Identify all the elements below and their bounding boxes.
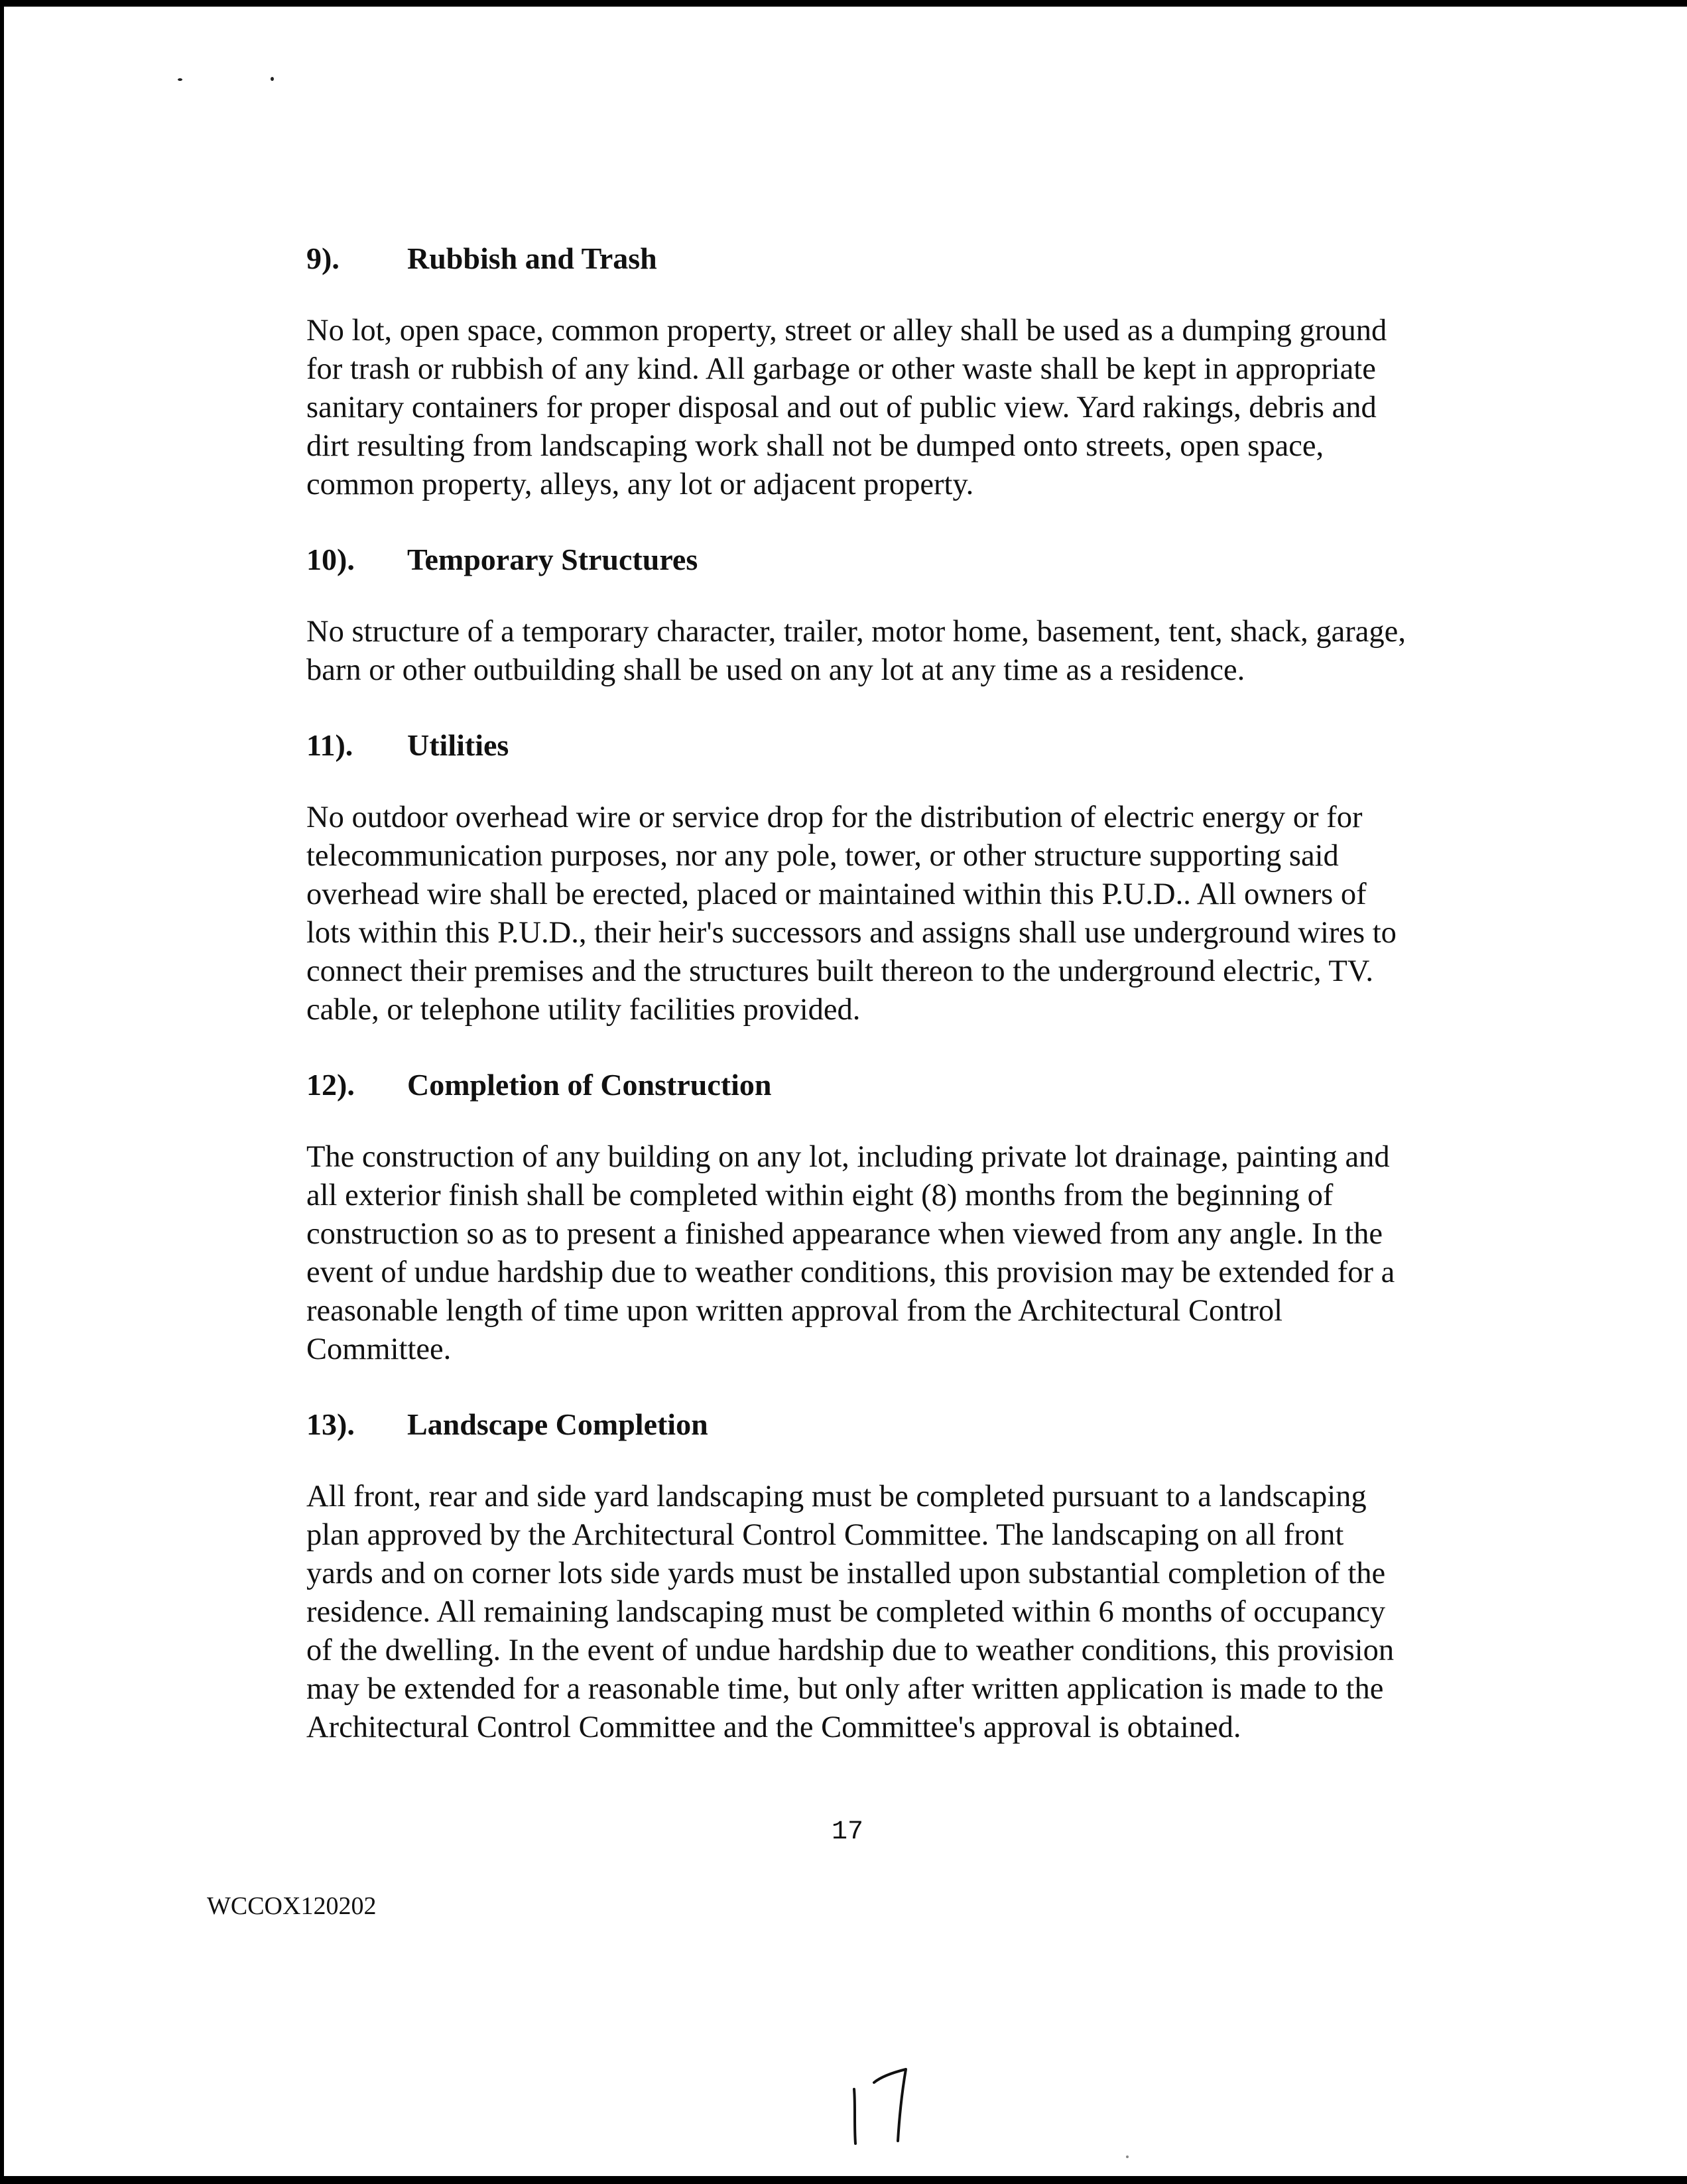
section-landscape-completion <box>306 1405 1513 1747</box>
paragraph-line: construction so as to present a finished appearance when viewed from any angle. In the <box>306 1217 1383 1251</box>
section-rubbish-and-trash <box>306 239 1513 504</box>
paragraph-line: reasonable length of time upon written approval from the Architectural Control <box>306 1294 1283 1328</box>
paragraph-line: cable, or telephone utility facilities provided. <box>306 993 861 1027</box>
paragraph-line: No lot, open space, common property, street or alley shall be used as a dumping ground <box>306 314 1387 348</box>
paragraph-line: for trash or rubbish of any kind. All garbage or other waste shall be kept in appropriate <box>306 352 1376 386</box>
section-title: Utilities <box>407 728 509 762</box>
paragraph-line: No outdoor overhead wire or service drop for the distribution of electric energy or for <box>306 801 1363 834</box>
paragraph-line: plan approved by the Architectural Control Committee. The landscaping on all front <box>306 1518 1344 1552</box>
paragraph-line: of the dwelling. In the event of undue hardship due to weather conditions, this provision <box>306 1634 1395 1667</box>
section-heading <box>306 239 1513 279</box>
scan-speck <box>178 78 182 81</box>
section-temporary-structures <box>306 540 1513 690</box>
section-number: 11). <box>306 728 353 762</box>
document-body <box>306 239 1513 1783</box>
paragraph-line: telecommunication purposes, nor any pole, tower, or other structure supporting said <box>306 839 1339 873</box>
paragraph-line: residence. All remaining landscaping must be completed within 6 months of occupancy <box>306 1595 1386 1629</box>
paragraph-line: The construction of any building on any lot, including private lot drainage, painting and <box>306 1140 1390 1174</box>
section-title: Temporary Structures <box>407 543 698 576</box>
paragraph-line: yards and on corner lots side yards must be installed upon substantial completion of the <box>306 1557 1386 1590</box>
scan-speck <box>1126 2155 1129 2158</box>
paragraph-line: event of undue hardship due to weather conditions, this provision may be extended for a <box>306 1255 1395 1289</box>
section-paragraph <box>306 1478 1513 1747</box>
paragraph-line: dirt resulting from landscaping work shall not be dumped onto streets, open space, <box>306 429 1324 463</box>
section-paragraph <box>306 799 1513 1029</box>
paragraph-line: lots within this P.U.D., their heir's successors and assigns shall use underground wires to <box>306 916 1397 950</box>
paragraph-line: all exterior finish shall be completed within eight (8) months from the beginning of <box>306 1179 1334 1212</box>
section-completion-of-construction <box>306 1065 1513 1369</box>
section-number: 13). <box>306 1407 355 1441</box>
section-heading <box>306 726 1513 765</box>
section-heading <box>306 540 1513 580</box>
section-heading <box>306 1065 1513 1105</box>
paragraph-line: All front, rear and side yard landscaping must be completed pursuant to a landscaping <box>306 1480 1367 1513</box>
section-title: Rubbish and Trash <box>407 241 657 275</box>
paragraph-line: sanitary containers for proper disposal and out of public view. Yard rakings, debris and <box>306 391 1377 424</box>
paragraph-line: connect their premises and the structures built thereon to the underground electric, TV. <box>306 954 1373 988</box>
paragraph-line: overhead wire shall be erected, placed or maintained within this P.U.D.. All owners of <box>306 877 1367 911</box>
section-heading <box>306 1405 1513 1445</box>
scan-border-bottom <box>0 2176 1687 2184</box>
paragraph-line: common property, alleys, any lot or adjacent property. <box>306 468 974 501</box>
paragraph-line: may be extended for a reasonable time, but only after written application is made to the <box>306 1672 1384 1706</box>
scan-border-top <box>0 0 1687 7</box>
section-title: Completion of Construction <box>407 1068 772 1102</box>
section-paragraph <box>306 613 1513 690</box>
document-id: WCCOX120202 <box>207 1892 377 1920</box>
scan-speck <box>271 77 274 81</box>
section-paragraph <box>306 312 1513 504</box>
section-number: 10). <box>306 543 355 576</box>
section-title: Landscape Completion <box>407 1407 708 1441</box>
paragraph-line: Architectural Control Committee and the Committee's approval is obtained. <box>306 1710 1241 1744</box>
page-number: 17 <box>832 1817 864 1847</box>
section-utilities <box>306 726 1513 1029</box>
section-number: 12). <box>306 1068 355 1102</box>
paragraph-line: No structure of a temporary character, trailer, motor home, basement, tent, shack, garage, <box>306 615 1406 649</box>
section-paragraph <box>306 1138 1513 1369</box>
scan-border-left <box>0 0 4 2184</box>
paragraph-line: Committee. <box>306 1332 452 1366</box>
handwritten-page-number <box>842 2063 922 2149</box>
section-number: 9). <box>306 241 340 275</box>
paragraph-line: barn or other outbuilding shall be used on any lot at any time as a residence. <box>306 653 1245 687</box>
